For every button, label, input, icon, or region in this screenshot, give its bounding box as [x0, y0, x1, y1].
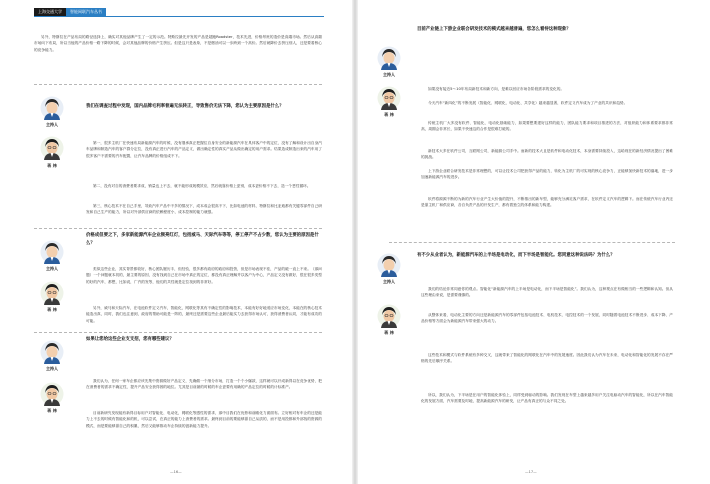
answer-5-part-4: 所以，我们认为，下半场是在用户的智能化体验上，同样受到驱动的影响。我们发现在车型上越来越多用户关注电驱动汽车的智能化，所以在汽车智能化的发展方面，汽车需要及时地，提高新能源汽车的研发，让产品有真正的与众不同之处。 [421, 393, 673, 404]
divider [34, 228, 322, 229]
host-avatar-icon [40, 240, 64, 264]
guest-role-label: 蒋 炜 [47, 163, 57, 168]
host-avatar-icon [377, 46, 401, 70]
host-role-label: 主持人 [383, 72, 395, 77]
divider [34, 332, 322, 333]
answer-4-part-3: 传统主机厂大多没有软件、智能化、电动化基础能力，如果要想要建好这样的能力，团队能力要求和项目推进的方法，对组织能力和体系要求都非常高，周期会非常长，如果不快速这的合作是很难打破的。 [421, 121, 673, 132]
answer-2-part-1: 类似这些企业，其实背景都较好，核心团队履历丰，但经验，很多都有政府的政府和投资，但是市场表现不佳，产品的破一直上不来。（那问题）一个问题就本初的，最主要的原因，没有找到自己在市场中真正的定位，都没有真正理解并以客户为中心，产品定义没有做好，很在很多类型的好的汽车，都想，比如说，广汽的发等，他们的共性就是定位找到的非常好。 [86, 267, 322, 284]
guest-role-label: 蒋 炜 [47, 307, 57, 312]
answer-2-part-2: 另外，威马和天际汽车，在电池软件定义汽车，智能化，网联化等其有不确定性的影响技术，本能有好好地适应市场变化，本能在的核心技术能造出真，同时，我们也注意到，政府的帮助可能是一阵的，最终还是需要这些企业最后能实力去获得市场认可，获得消费者认同，才能有成功的可能。 [86, 306, 322, 323]
host-role-label: 主持人 [383, 279, 395, 284]
guest-avatar-icon [377, 304, 401, 328]
answer-4-part-2: 今天汽车“新四化”的不断发展（智能化、网联化、电动化、共享化）越来越显著，软件定义汽车成为了产业的共识和趋势。 [428, 101, 628, 105]
host-role-label: 主持人 [46, 366, 58, 371]
answer-1-part-1: 第一，很多主机厂在快速布局新能源汽车的时候，没有继承真正把握住自身安全的新能源汽车在具体客户中的定位，没有了解和设计出自身汽车品牌和制造汽车的客户群分定位，没有真正进行汽车的产品定义，做出确定性的真实产品从做出确定的用户需求。结果造成制造出来的汽车用了很多客户不需要的汽车配置，让汽车品牌的价格组成不下。 [86, 141, 322, 158]
header-rule [34, 16, 324, 17]
guest-avatar [40, 136, 64, 160]
intro-paragraph: 另外，特斯拉在产品布局的路径选择上，确实对其他品牌产生了一定的示范。特斯拉最先开发的产品是超跑Roadster，技术先进，价格昂贵的造价是高端市场。然后从高端市场向下布局，所以当他的产品价格一路下降的时候，会对其他品牌的价格产生挤压。但是这只是表象，不是燃油可以一步跨到一个高价。然后就降价去挤压别人，还是要看核心的竞争能力。 [34, 35, 322, 52]
page-number: —17— [525, 470, 537, 474]
guest-avatar-icon [377, 86, 401, 110]
divider [389, 242, 675, 243]
guest-avatar [40, 281, 64, 305]
answer-1-part-3: 第三，核心技术不在自己手里，导致汽车产品中不多的情况下，成本成会很高不下，比如电池的材料，特斯拉和比亚迪都有关键零部件自己研发和自己生产的能力，所以对外部供应商的依赖程度小，成本控制的能力就强。 [86, 204, 322, 215]
guest-avatar-icon [40, 281, 64, 305]
divider [34, 84, 322, 85]
page-number: —16— [170, 470, 182, 474]
guest-role-label: 蒋 炜 [47, 408, 57, 413]
question-2: 价格成但要之下，多家新能源汽车企业频亮红灯，包括威马、天际汽车等等，停工停产不占少数，您认为主要的原因是什么？ [86, 233, 319, 246]
answer-1-part-2: 第二，没有对自的消费者要求成，销量也上不去，就不能形成规模效应，然后就靠价格上更别，成本更价格不下去，造一个恶性循环。 [93, 184, 311, 188]
guest-role-label: 蒋 炜 [384, 330, 394, 335]
host-avatar [40, 340, 64, 364]
header-title: 智能网联汽车丛书 [66, 8, 106, 16]
book-gutter [352, 0, 358, 484]
header-series: 上海交通大学 [34, 8, 66, 16]
host-role-label: 主持人 [46, 266, 58, 271]
right-page [355, 0, 710, 484]
host-avatar [40, 96, 64, 120]
question-3: 如果让您给这些企业支支招，您有哪些建议？ [86, 337, 174, 342]
guest-role-label: 蒋 炜 [384, 112, 394, 117]
host-avatar-icon [40, 340, 64, 364]
answer-5-part-3: 这些技术和模式与软件系统有多种交叉，这就带来了智能化的网联化在汽车中的发展速度。因此我们认为汽车在未来，电动化和智能化的发展不存在严格的先后顺序关系。 [421, 353, 673, 364]
host-avatar [40, 240, 64, 264]
guest-avatar [377, 304, 401, 328]
answer-4-part-4: 新技术大多在软件公司，互联网公司，新能源公司手中。而新的技术大且是软件和电动化技术，本身需要持续投入，这给现在的新经济情况提出了困难的挑战。 [421, 149, 673, 160]
question-1: 我们在调查过程中发现，国内品牌毛利率普遍无法转正，导致售价无法下降，您认为主要原因是什么？ [86, 104, 284, 109]
host-avatar-icon [377, 253, 401, 277]
answer-4-part-1: 如果没有接近5～10年布局新技术和新方向，是难以回应市场各阶段需求的变化的。 [428, 87, 565, 91]
guest-avatar-icon [40, 382, 64, 406]
answer-3-part-1: 我们认为，任何一家车企都应该先集中资源做好产品定义，先确做一个细分市场，打造一个个小爆款，这样就可以开成新得以在竞争优势，把在消费者的需求不确定性，提升产品安全获得固的地位。尤其是目前最的时候的车企更要有用确的产品定位的时候的计标准产。 [86, 379, 322, 390]
host-avatar-icon [40, 96, 64, 120]
answer-5-part-2: 从整体来看，电动化主要的方向还是新能源汽车的零部件包括电池技术、电机技术、电控技术的一个发展，同时随着电池技术不断进步、成本下降、产品价格等方面会为新能源汽车带来强大的动力。 [421, 313, 673, 324]
host-role-label: 主持人 [46, 122, 58, 127]
answer-4-part-5: 上下游企业联合研发技术是非常理想的，可以让技术公司把获得产品的能力，转化为主机厂的可实现的核心竞争力，正能够加快新技术的落地，进一步加速新能源汽车的进步。 [421, 169, 673, 180]
host-avatar [377, 253, 401, 277]
answer-5-part-1: 我们的结论非常同意你的观点。智能化“新能源汽车的上半场是电动化，而下半场是智能化”。我们认为，这种观点在有做相当的一些逻辑和认知。但从这些理由来说，是需要谨慎的。 [421, 287, 673, 298]
question-5: 有不少从业者认为，新能源汽车的上半场是电动化，而下半场是智能化。您同意这种说法吗？为什么？ [417, 253, 615, 258]
answer-3-part-2: 目前新研究发现能有新得目标用户对智能化、电动化，网联化等感性的需求，那中目我们在优势和前瞻化力面面布。立好相对有车企的还是能力上不去的时候有智能化和的机，可以尝试，在真正的能力上消费者的需求。最终到目前的要能够靠自己从质的，而不是用投都和外部找的资源的模式，而是要能够靠自己的积累，然后又能够推动车企持续的创新能力提升。 [86, 411, 322, 428]
running-header [34, 8, 106, 16]
guest-avatar [40, 382, 64, 406]
question-4: 目前产业链上下游企业联合研发技术的模式越来越普遍，您怎么看待这种现象？ [417, 27, 571, 32]
guest-avatar-icon [40, 136, 64, 160]
host-avatar [377, 46, 401, 70]
guest-avatar [377, 86, 401, 110]
answer-4-part-6: 软件将源源不断的为新的汽车行业产生大价值的提升，不断推出的新车型，能够充分满足客户需求，在软件定义汽车的逻辑下。而在传统汽车行业内还是靠主机厂和供应商，各自负责产品的开发生产，都有着独立的体系和能力构建。 [421, 197, 673, 208]
